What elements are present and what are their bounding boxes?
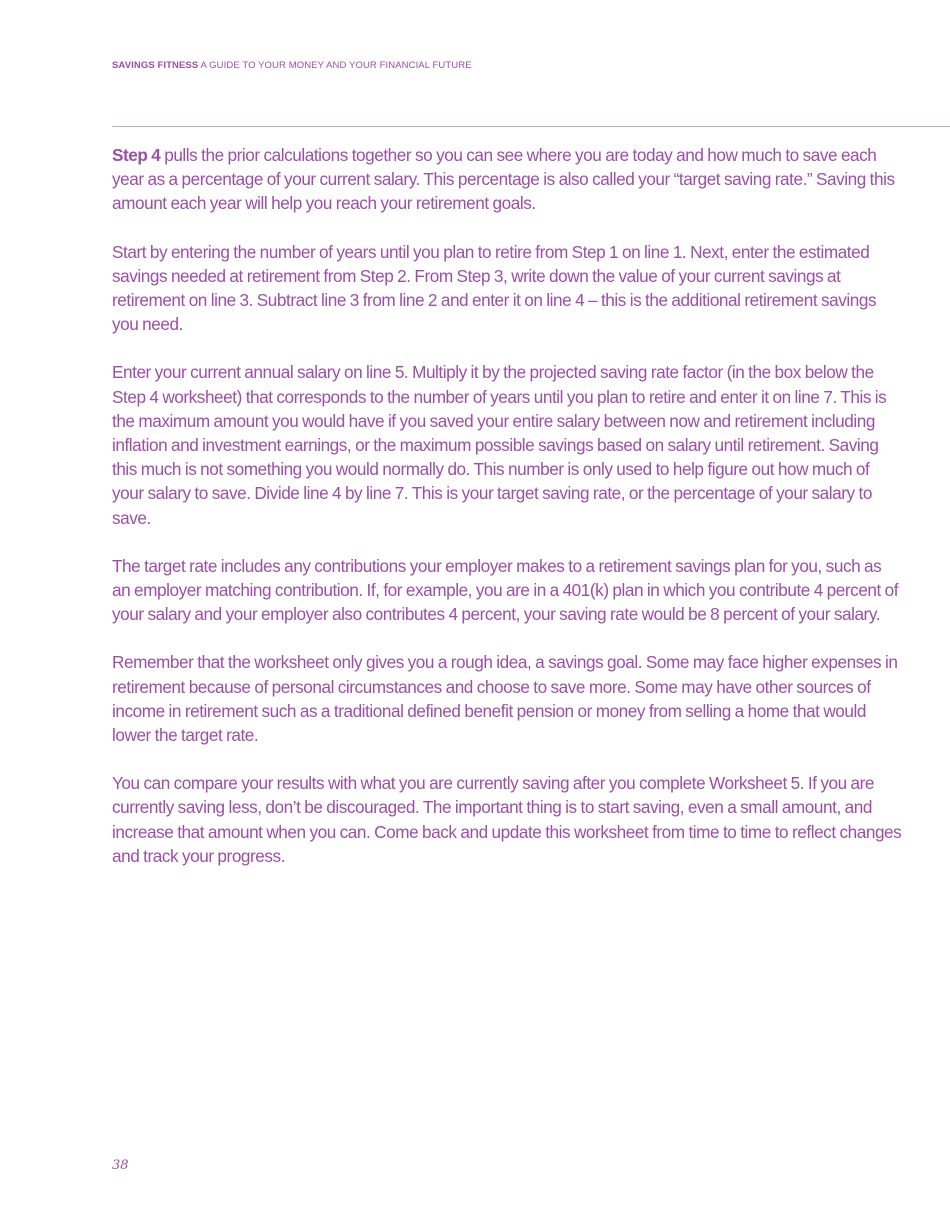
paragraph-salary: Enter your current annual salary on line 5. Multiply it by the projected saving rate factor (in the box below the Step 4 worksheet) that corresponds to the number of years until you plan to retire and enter it on line 7. This is the maximum amount you would have if you saved your entire salary between now and retirement including inflation and investment earnings, or the maximum possible savings based on salary until retirement. Saving this much is not something you would normally do. This number is only used to help figure out how much of your salary to save. Divide line 4 by line 7. This is your target saving rate, or the percentage of your salary to save. bbox=[112, 362, 887, 528]
paragraph-employer-contributions: The target rate includes any contributions your employer makes to a retirement savings plan for you, such as an employer matching contribution. If, for example, you are in a 401(k) plan in which you contribute 4 percent of your salary and your employer also contributes 4 percent, your saving rate would be 8 percent of your salary. bbox=[112, 555, 899, 625]
page-number: 38 bbox=[112, 1158, 129, 1173]
paragraph-step-4 bbox=[112, 143, 902, 216]
running-header bbox=[112, 60, 472, 71]
step-4-text: pulls the prior calculations together so you can see where you are today and how much to save each year as a percentage of your current salary. This percentage is also called your “target saving rate.” Saving this amount each year will help you reach your retirement goals. bbox=[112, 145, 895, 214]
page-content bbox=[112, 143, 902, 892]
paragraph-compare-results: You can compare your results with what you are currently saving after you complete Worksheet 5. If you are currently saving less, don’t be discouraged. The important thing is to start saving, even a small amount, and increase that amount when you can. Come back and update this worksheet from time to time to reflect changes and track your progress. bbox=[112, 773, 902, 866]
paragraph-instructions: Start by entering the number of years until you plan to retire from Step 1 on line 1. Next, enter the estimated savings needed at retirement from Step 2. From Step 3, write down the value of your current savings at retirement on line 3. Subtract line 3 from line 2 and enter it on line 4 – this is the additional retirement savings you need. bbox=[112, 241, 877, 335]
header-divider bbox=[112, 126, 950, 127]
paragraph-rough-idea: Remember that the worksheet only gives you a rough idea, a savings goal. Some may face higher expenses in retirement because of personal circumstances and choose to save more. Some may have other sources of income in retirement such as a traditional defined benefit pension or money from selling a home that would lower the target rate. bbox=[112, 652, 898, 746]
header-subtitle: A GUIDE TO YOUR MONEY AND YOUR FINANCIAL FUTURE bbox=[200, 60, 472, 71]
header-brand: SAVINGS FITNESS bbox=[112, 60, 199, 71]
step-4-lead: Step 4 bbox=[112, 145, 161, 165]
